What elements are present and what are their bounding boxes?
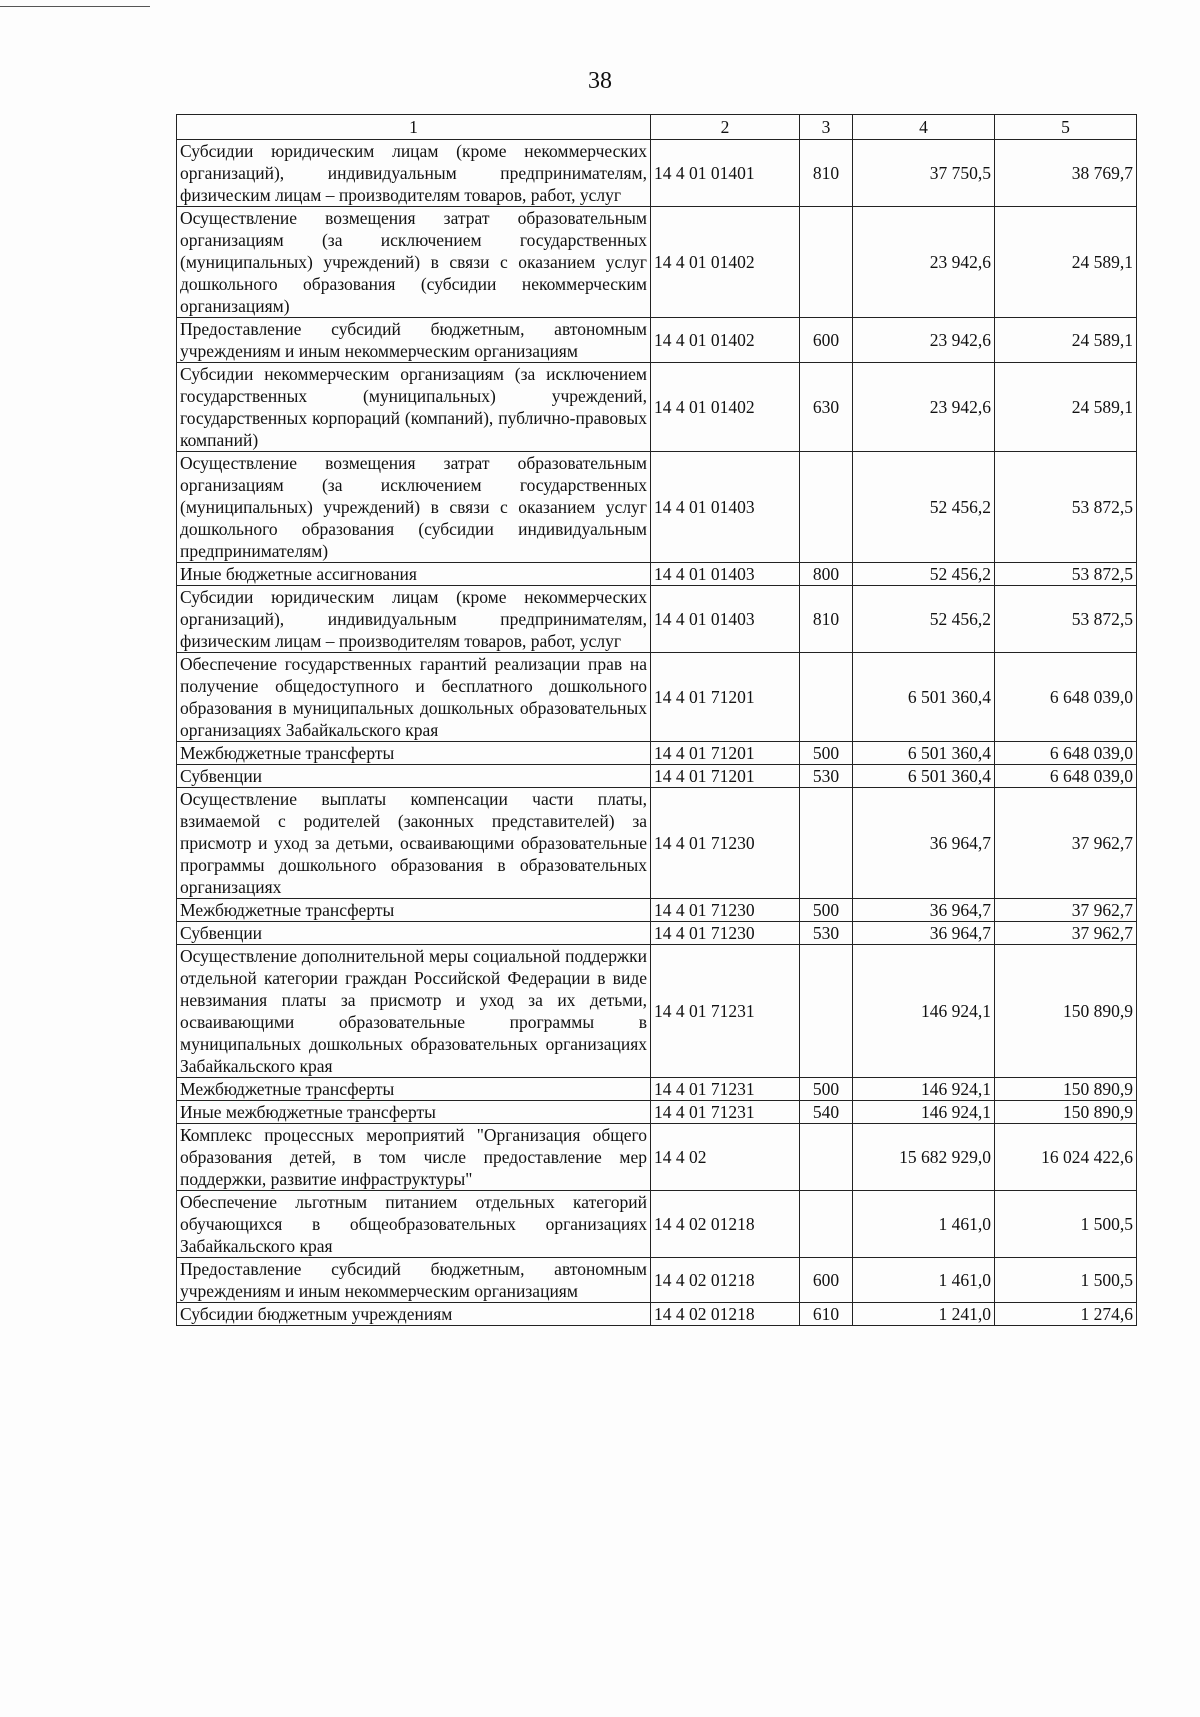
row-expense-type: 800 bbox=[800, 563, 853, 586]
row-code: 14 4 01 01403 bbox=[651, 452, 800, 563]
row-code: 14 4 01 01401 bbox=[651, 140, 800, 207]
row-expense-type: 630 bbox=[800, 363, 853, 452]
table-row bbox=[177, 318, 1137, 363]
row-amount-year2: 150 890,9 bbox=[995, 1101, 1137, 1124]
row-name: Осуществление возмещения затрат образовательным организациям (за исключением государственных (муниципальных) учреждений) в связи с оказанием услуг дошкольного образования (субсидии индивидуальным предпринимателям) bbox=[177, 452, 651, 563]
row-expense-type: 810 bbox=[800, 586, 853, 653]
row-expense-type: 600 bbox=[800, 318, 853, 363]
row-name: Комплекс процессных мероприятий "Организация общего образования детей, в том числе предоставление мер поддержки, развитие инфраструктуры" bbox=[177, 1124, 651, 1191]
row-expense-type: 610 bbox=[800, 1303, 853, 1326]
row-amount-year1: 1 461,0 bbox=[853, 1191, 995, 1258]
row-name: Обеспечение льготным питанием отдельных категорий обучающихся в общеобразовательных организациях Забайкальского края bbox=[177, 1191, 651, 1258]
table-row bbox=[177, 140, 1137, 207]
row-name: Субсидии юридическим лицам (кроме некоммерческих организаций), индивидуальным предпринимателям, физическим лицам – производителям товаров, работ, услуг bbox=[177, 586, 651, 653]
row-name: Межбюджетные трансферты bbox=[177, 899, 651, 922]
scan-edge-line bbox=[0, 6, 150, 7]
row-amount-year2: 1 500,5 bbox=[995, 1191, 1137, 1258]
row-name: Межбюджетные трансферты bbox=[177, 1078, 651, 1101]
row-amount-year2: 24 589,1 bbox=[995, 207, 1137, 318]
row-code: 14 4 01 71201 bbox=[651, 742, 800, 765]
row-amount-year1: 52 456,2 bbox=[853, 563, 995, 586]
table-row bbox=[177, 1101, 1137, 1124]
header-col-3: 3 bbox=[800, 115, 853, 140]
row-amount-year2: 24 589,1 bbox=[995, 318, 1137, 363]
row-name: Субвенции bbox=[177, 922, 651, 945]
row-amount-year1: 36 964,7 bbox=[853, 922, 995, 945]
row-name: Осуществление возмещения затрат образовательным организациям (за исключением государственных (муниципальных) учреждений) в связи с оказанием услуг дошкольного образования (субсидии некоммерческим организациям) bbox=[177, 207, 651, 318]
row-amount-year1: 36 964,7 bbox=[853, 899, 995, 922]
row-amount-year1: 1 241,0 bbox=[853, 1303, 995, 1326]
page-number: 38 bbox=[588, 68, 612, 94]
header-row bbox=[177, 115, 1137, 140]
row-name: Иные бюджетные ассигнования bbox=[177, 563, 651, 586]
table-row bbox=[177, 1078, 1137, 1101]
table-row bbox=[177, 1124, 1137, 1191]
row-amount-year1: 15 682 929,0 bbox=[853, 1124, 995, 1191]
row-name: Субсидии юридическим лицам (кроме некоммерческих организаций), индивидуальным предпринимателям, физическим лицам – производителям товаров, работ, услуг bbox=[177, 140, 651, 207]
row-amount-year2: 6 648 039,0 bbox=[995, 742, 1137, 765]
row-amount-year1: 23 942,6 bbox=[853, 363, 995, 452]
budget-table bbox=[176, 114, 1137, 1326]
row-amount-year1: 23 942,6 bbox=[853, 207, 995, 318]
row-amount-year1: 146 924,1 bbox=[853, 945, 995, 1078]
row-expense-type: 810 bbox=[800, 140, 853, 207]
row-amount-year1: 6 501 360,4 bbox=[853, 653, 995, 742]
table-row bbox=[177, 563, 1137, 586]
row-amount-year2: 37 962,7 bbox=[995, 922, 1137, 945]
table-row bbox=[177, 922, 1137, 945]
table-row bbox=[177, 1191, 1137, 1258]
table-row bbox=[177, 899, 1137, 922]
header-col-5: 5 bbox=[995, 115, 1137, 140]
row-name: Субсидии бюджетным учреждениям bbox=[177, 1303, 651, 1326]
row-amount-year1: 52 456,2 bbox=[853, 586, 995, 653]
row-name: Предоставление субсидий бюджетным, автономным учреждениям и иным некоммерческим организациям bbox=[177, 1258, 651, 1303]
table-row bbox=[177, 207, 1137, 318]
row-name: Осуществление выплаты компенсации части платы, взимаемой с родителей (законных представителей) за присмотр и уход за детьми, осваивающими образовательные программы дошкольного образования в образовательных организациях bbox=[177, 788, 651, 899]
table-row bbox=[177, 742, 1137, 765]
row-amount-year1: 6 501 360,4 bbox=[853, 742, 995, 765]
row-amount-year2: 1 274,6 bbox=[995, 1303, 1137, 1326]
row-code: 14 4 01 71231 bbox=[651, 945, 800, 1078]
table-row bbox=[177, 765, 1137, 788]
row-code: 14 4 01 71230 bbox=[651, 788, 800, 899]
row-amount-year1: 37 750,5 bbox=[853, 140, 995, 207]
row-amount-year2: 1 500,5 bbox=[995, 1258, 1137, 1303]
row-code: 14 4 02 01218 bbox=[651, 1303, 800, 1326]
row-amount-year2: 150 890,9 bbox=[995, 1078, 1137, 1101]
table-row bbox=[177, 1303, 1137, 1326]
row-amount-year2: 38 769,7 bbox=[995, 140, 1137, 207]
row-code: 14 4 01 71230 bbox=[651, 922, 800, 945]
row-amount-year2: 53 872,5 bbox=[995, 452, 1137, 563]
row-expense-type: 540 bbox=[800, 1101, 853, 1124]
row-name: Обеспечение государственных гарантий реализации прав на получение общедоступного и бесплатного дошкольного образования в муниципальных дошкольных образовательных организациях Забайкальского края bbox=[177, 653, 651, 742]
row-amount-year1: 6 501 360,4 bbox=[853, 765, 995, 788]
row-code: 14 4 01 71231 bbox=[651, 1078, 800, 1101]
row-code: 14 4 01 71231 bbox=[651, 1101, 800, 1124]
row-amount-year1: 1 461,0 bbox=[853, 1258, 995, 1303]
row-code: 14 4 01 01402 bbox=[651, 363, 800, 452]
table-row bbox=[177, 363, 1137, 452]
row-amount-year2: 16 024 422,6 bbox=[995, 1124, 1137, 1191]
table-row bbox=[177, 586, 1137, 653]
row-amount-year1: 23 942,6 bbox=[853, 318, 995, 363]
row-expense-type bbox=[800, 1191, 853, 1258]
row-expense-type: 500 bbox=[800, 899, 853, 922]
row-expense-type bbox=[800, 452, 853, 563]
row-expense-type bbox=[800, 945, 853, 1078]
row-expense-type bbox=[800, 788, 853, 899]
table-row bbox=[177, 788, 1137, 899]
table-row bbox=[177, 452, 1137, 563]
table-row bbox=[177, 945, 1137, 1078]
row-expense-type: 600 bbox=[800, 1258, 853, 1303]
row-amount-year1: 52 456,2 bbox=[853, 452, 995, 563]
row-code: 14 4 01 01402 bbox=[651, 318, 800, 363]
row-name: Субвенции bbox=[177, 765, 651, 788]
row-expense-type: 500 bbox=[800, 742, 853, 765]
row-code: 14 4 02 01218 bbox=[651, 1258, 800, 1303]
row-code: 14 4 01 71201 bbox=[651, 765, 800, 788]
row-name: Предоставление субсидий бюджетным, автономным учреждениям и иным некоммерческим организациям bbox=[177, 318, 651, 363]
row-amount-year2: 6 648 039,0 bbox=[995, 653, 1137, 742]
header-col-4: 4 bbox=[853, 115, 995, 140]
budget-table-body bbox=[177, 115, 1137, 1326]
row-amount-year1: 146 924,1 bbox=[853, 1101, 995, 1124]
row-expense-type bbox=[800, 653, 853, 742]
table-row bbox=[177, 653, 1137, 742]
row-code: 14 4 02 bbox=[651, 1124, 800, 1191]
row-amount-year2: 37 962,7 bbox=[995, 788, 1137, 899]
row-amount-year1: 146 924,1 bbox=[853, 1078, 995, 1101]
row-name: Субсидии некоммерческим организациям (за исключением государственных (муниципальных) учреждений, государственных корпораций (компаний), публично-правовых компаний) bbox=[177, 363, 651, 452]
row-amount-year2: 53 872,5 bbox=[995, 586, 1137, 653]
row-name: Осуществление дополнительной меры социальной поддержки отдельной категории граждан Российской Федерации в виде невзимания платы за присмотр и уход за их детьми, осваивающими образовательные программы в муниципальных дошкольных образовательных организациях Забайкальского края bbox=[177, 945, 651, 1078]
header-col-2: 2 bbox=[651, 115, 800, 140]
row-expense-type bbox=[800, 1124, 853, 1191]
row-code: 14 4 01 71230 bbox=[651, 899, 800, 922]
row-code: 14 4 02 01218 bbox=[651, 1191, 800, 1258]
row-code: 14 4 01 01403 bbox=[651, 586, 800, 653]
row-amount-year2: 53 872,5 bbox=[995, 563, 1137, 586]
row-amount-year2: 37 962,7 bbox=[995, 899, 1137, 922]
row-code: 14 4 01 01402 bbox=[651, 207, 800, 318]
row-expense-type bbox=[800, 207, 853, 318]
row-code: 14 4 01 71201 bbox=[651, 653, 800, 742]
row-amount-year2: 150 890,9 bbox=[995, 945, 1137, 1078]
row-amount-year2: 24 589,1 bbox=[995, 363, 1137, 452]
row-expense-type: 530 bbox=[800, 765, 853, 788]
row-name: Межбюджетные трансферты bbox=[177, 742, 651, 765]
row-amount-year2: 6 648 039,0 bbox=[995, 765, 1137, 788]
row-expense-type: 500 bbox=[800, 1078, 853, 1101]
table-row bbox=[177, 1258, 1137, 1303]
row-expense-type: 530 bbox=[800, 922, 853, 945]
row-amount-year1: 36 964,7 bbox=[853, 788, 995, 899]
header-col-1: 1 bbox=[177, 115, 651, 140]
row-code: 14 4 01 01403 bbox=[651, 563, 800, 586]
row-name: Иные межбюджетные трансферты bbox=[177, 1101, 651, 1124]
